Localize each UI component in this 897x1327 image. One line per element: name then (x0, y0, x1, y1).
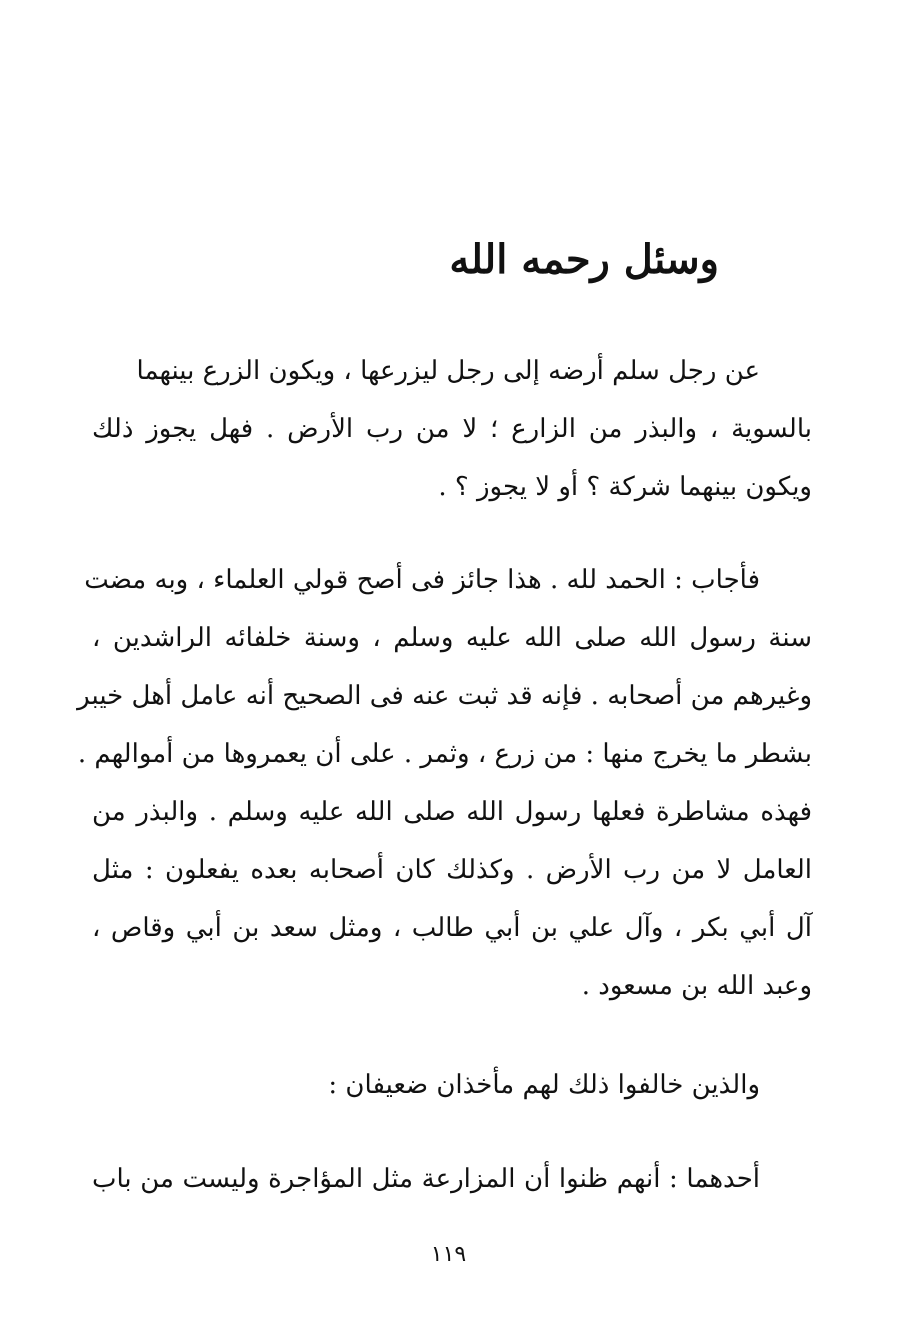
page-number: ١١٩ (430, 1242, 467, 1267)
text-line: آل أبي بكر ، وآل علي بن أبي طالب ، ومثل سعد بن أبي وقاص ، (92, 913, 812, 943)
text-line: عن رجل سلم أرضه إلى رجل ليزرعها ، ويكون الزرع بينهما (136, 356, 760, 386)
answer-paragraph (77, 551, 812, 1015)
text-line: والذين خالفوا ذلك لهم مأخذان ضعيفان : (328, 1070, 760, 1100)
text-line: وعبد الله بن مسعود . (581, 971, 812, 1001)
text-line: فأجاب : الحمد لله . هذا جائز فى أصح قولي العلماء ، وبه مضت (84, 565, 760, 595)
objection-intro-paragraph (92, 1056, 812, 1114)
text-line: أحدهما : أنهم ظنوا أن المزارعة مثل المؤاجرة وليست من باب (92, 1164, 760, 1194)
text-line: فهذه مشاطرة فعلها رسول الله صلى الله عليه وسلم . والبذر من (92, 797, 812, 827)
text-line: بشطر ما يخرج منها : من زرع ، وثمر . على أن يعمروها من أموالهم . (77, 739, 812, 769)
first-point-paragraph (92, 1150, 812, 1208)
text-line: وغيرهم من أصحابه . فإنه قد ثبت عنه فى الصحيح أنه عامل أهل خيبر (77, 681, 812, 711)
text-line: بالسوية ، والبذر من الزارع ؛ لا من رب الأرض . فهل يجوز ذلك (92, 414, 812, 444)
text-line: ويكون بينهما شركة ؟ أو لا يجوز ؟ . (438, 472, 812, 502)
question-paragraph (92, 342, 812, 516)
text-line: سنة رسول الله صلى الله عليه وسلم ، وسنة خلفائه الراشدين ، (92, 623, 812, 653)
text-line: العامل لا من رب الأرض . وكذلك كان أصحابه بعده يفعلون : مثل (92, 855, 812, 885)
section-heading: وسئل رحمه الله (449, 236, 719, 283)
